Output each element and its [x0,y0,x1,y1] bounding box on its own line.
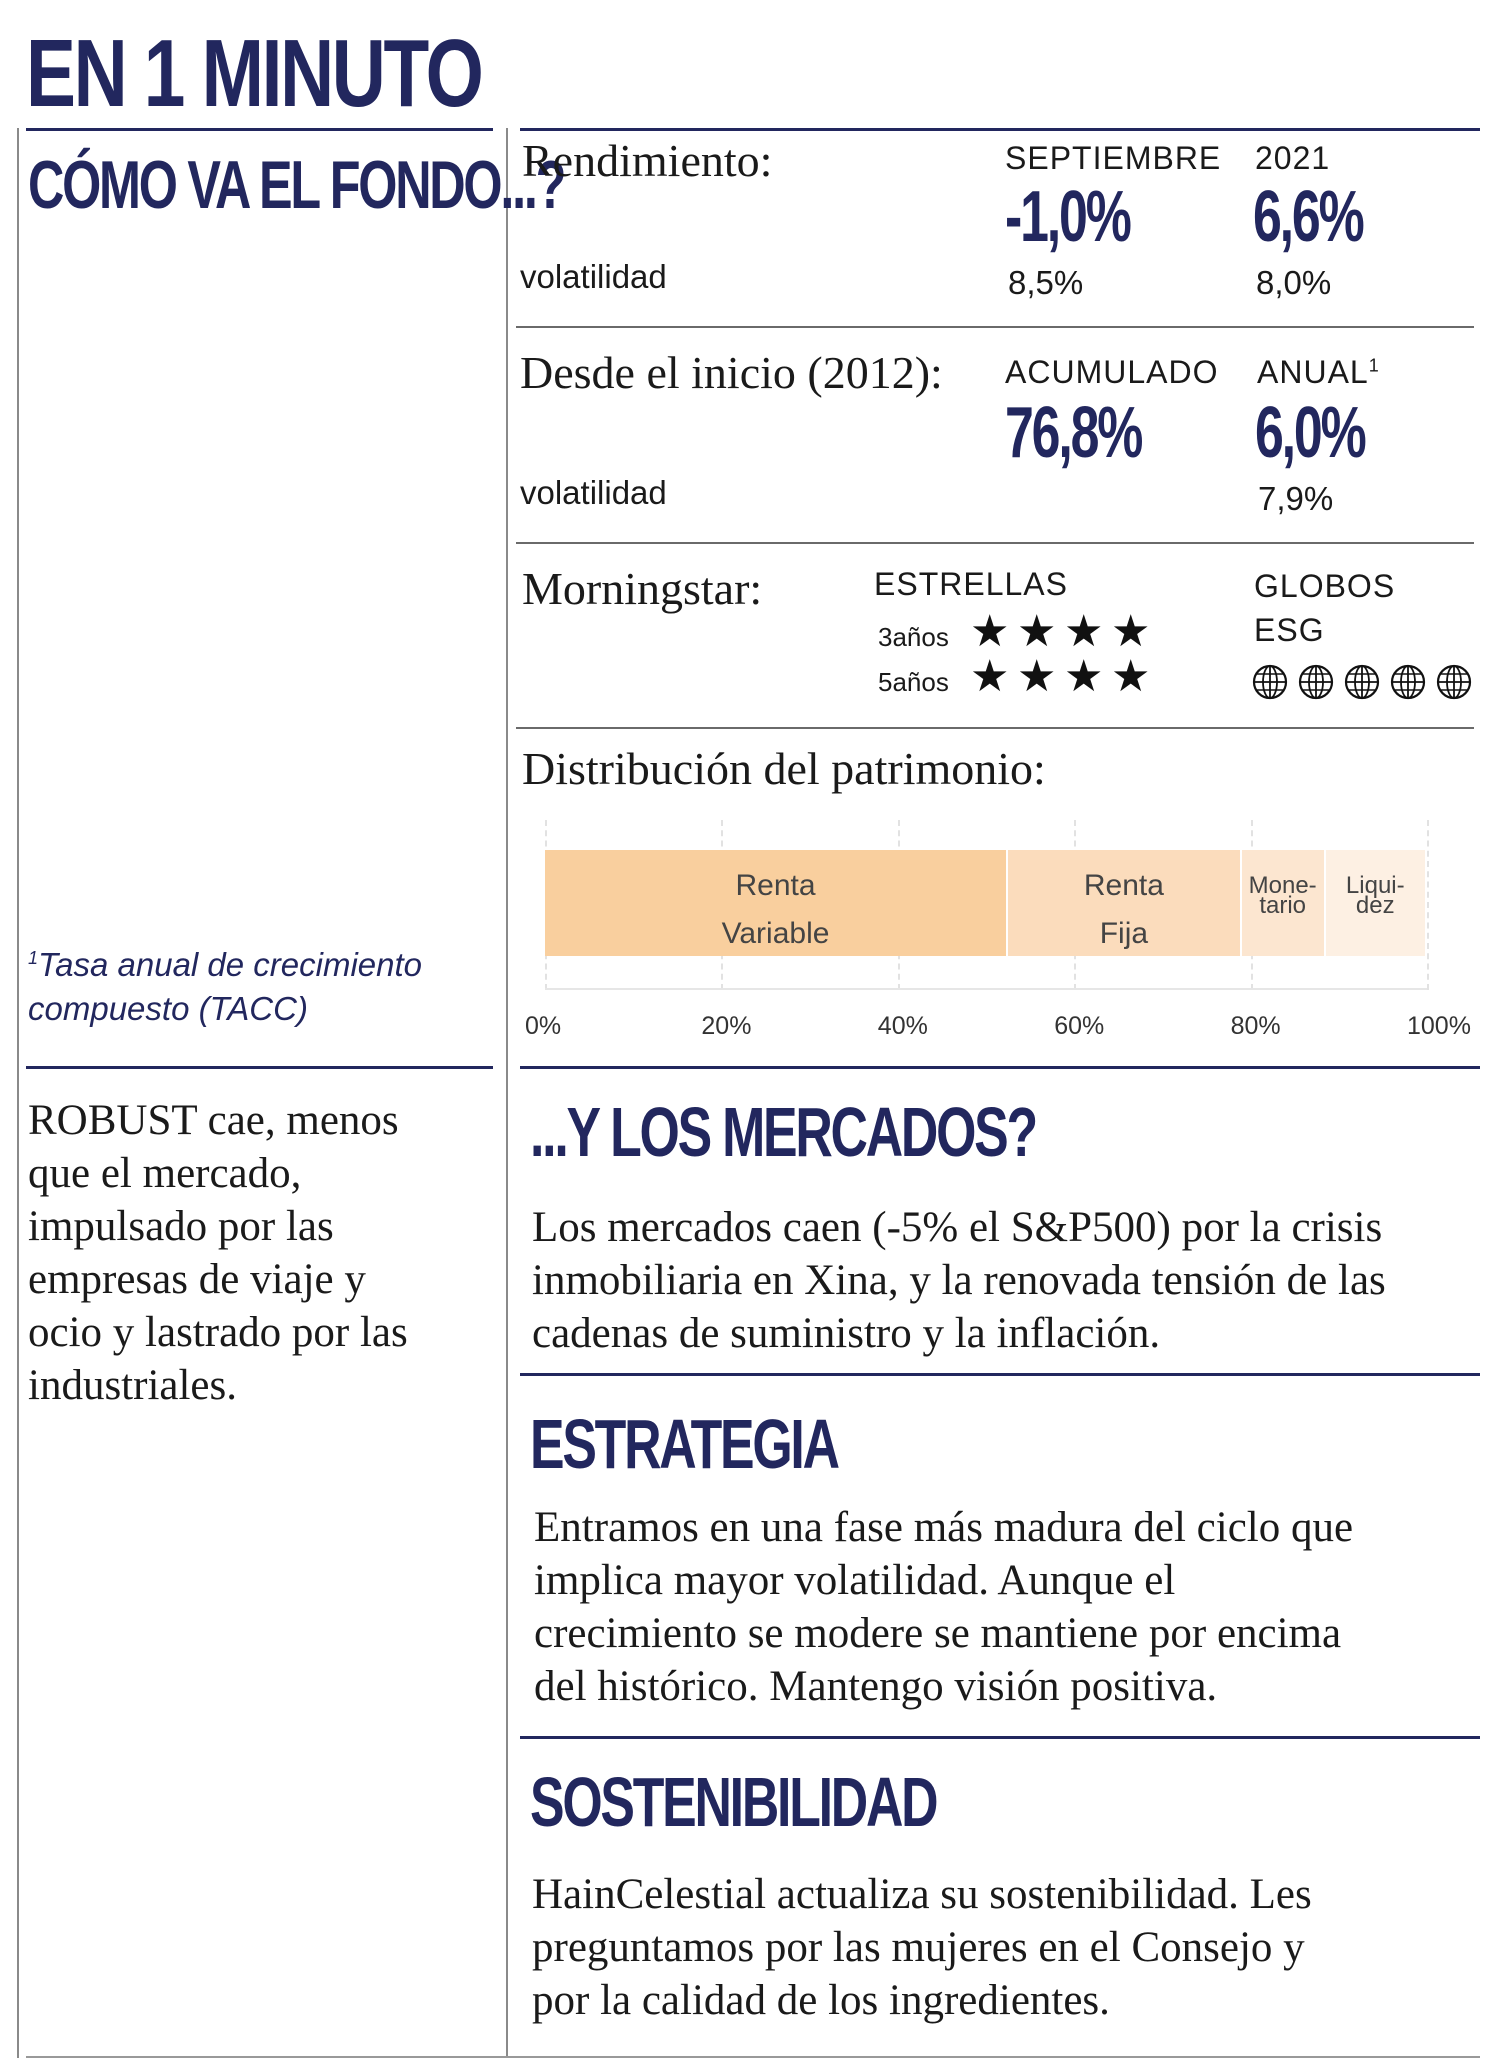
segment-label-line: tario [1259,892,1306,919]
star-icon: ★ [970,607,1010,656]
inception-col2-sup: 1 [1368,355,1380,376]
segment-label-line: Mone- [1248,872,1317,899]
performance-col2-head: 2021 [1255,140,1331,176]
globes-head-line-2: ESG [1254,612,1325,648]
x-axis [545,988,1427,990]
markets-line: cadenas de suministro y la inflación. [532,1310,1161,1357]
stars-row2-label: 5años [878,667,949,697]
performance-col1-value-wrap [1005,177,1178,257]
footnote-mark: 1 [28,948,39,968]
strategy-title: ESTRATEGIA [530,1405,838,1483]
star-icon: ★ [1017,652,1057,701]
strategy-text [534,1501,1484,1713]
sustainability-text [532,1868,1482,2027]
markets-line: inmobiliaria en Xina, y la renovada tensión de las [532,1257,1386,1304]
performance-col2-value-wrap [1253,177,1405,257]
fund-summary [28,1094,498,1412]
stars-head: ESTRELLAS [874,566,1068,602]
strategy-line: implica mayor volatilidad. Aunque el [534,1557,1176,1604]
inception-vol-label: volatilidad [520,474,667,511]
star-icon: ★ [1111,652,1151,701]
performance-col1-head: SEPTIEMBRE [1005,140,1222,176]
right-top-rule [520,128,1480,131]
footnote-line-1: Tasa anual de crecimiento [38,946,423,983]
summary-line: empresas de viaje y [28,1256,366,1303]
segment-label-line: Renta [735,869,816,902]
column-divider [506,128,508,2058]
morningstar-label: Morningstar: [522,563,763,614]
performance-label: Rendimiento: [522,135,773,186]
segment-label-line: dez [1355,892,1395,919]
performance-col1-value: -1,0% [1005,177,1130,257]
left-mid-rule [26,1066,493,1069]
star-icon: ★ [1064,607,1104,656]
globes-head-line-1: GLOBOS [1254,568,1396,604]
inception-col2-value: 6,0% [1255,393,1365,473]
globe-icon [1344,664,1380,700]
inception-col2-head: ANUAL [1257,354,1369,390]
strategy-line: crecimiento se modere se mantiene por encima [534,1610,1342,1657]
inception-col1-value-wrap [1005,393,1194,473]
star-icon: ★ [1017,607,1057,656]
performance-col2-vol: 8,0% [1256,264,1332,301]
grid-line [1427,820,1429,990]
segment-label [1008,862,1240,958]
x-tick-label: 60% [1054,1012,1105,1040]
inception-col1-head: ACUMULADO [1005,354,1219,390]
inception-label: Desde el inicio (2012): [520,347,943,398]
summary-line: impulsado por las [28,1203,334,1250]
markets-rule [520,1066,1480,1069]
summary-line: ROBUST cae, menos [28,1097,399,1144]
page-header [26,20,610,127]
x-tick-label: 100% [1407,1012,1471,1040]
segment-label-line: Renta [1083,869,1164,902]
sustainability-line: HainCelestial actualiza su sostenibilidad. Les [532,1871,1312,1918]
rule-1 [516,326,1474,328]
strategy-line: Entramos en una fase más madura del ciclo que [534,1504,1354,1551]
left-top-rule [26,128,493,131]
performance-col2-value: 6,6% [1253,177,1363,257]
bottom-rule [26,2056,1480,2058]
x-tick-label: 0% [525,1012,562,1040]
inception-col2-head-wrap [1257,354,1380,391]
summary-line: industriales. [28,1362,237,1409]
chart-title: Distribución del patrimonio: [522,743,1046,794]
summary-line: ocio y lastrado por las [28,1309,408,1356]
globe-icon [1252,664,1288,700]
markets-title: ...Y LOS MERCADOS? [530,1093,1036,1171]
globe-icon [1390,664,1426,700]
x-tick-label: 40% [877,1012,928,1040]
globe-icon [1436,664,1472,700]
sustainability-rule [520,1736,1480,1739]
segment-label-line: Fija [1099,917,1149,950]
left-border [17,128,19,2058]
footnote [28,936,422,1031]
rule-3 [516,727,1474,729]
star-icon: ★ [1064,652,1104,701]
markets-text [532,1201,1482,1360]
globes-head [1254,564,1395,652]
strategy-line: del histórico. Mantengo visión positiva. [534,1663,1218,1710]
segment-label-line: Liqui- [1345,872,1405,899]
page-title: EN 1 MINUTO [26,20,482,127]
segment-label [545,862,1006,958]
sustainability-title-wrap [530,1763,1079,1841]
inception-col2-value-wrap [1255,393,1407,473]
x-tick-label: 80% [1230,1012,1281,1040]
star-icon: ★ [970,652,1010,701]
globe-icon [1298,664,1334,700]
footnote-line-2: compuesto (TACC) [28,990,308,1027]
star-icon: ★ [1111,607,1151,656]
stars-row1-label: 3años [878,622,949,652]
sustainability-title: SOSTENIBILIDAD [530,1763,937,1841]
distribution-chart [525,820,1471,1060]
inception-col2-vol: 7,9% [1258,480,1334,517]
fund-section-title: CÓMO VA EL FONDO...? [28,147,565,223]
markets-line: Los mercados caen (-5% el S&P500) por la crisis [532,1204,1383,1251]
segment-label [1326,872,1425,919]
segment-label [1242,872,1324,919]
rule-2 [516,542,1474,544]
sustainability-line: preguntamos por las mujeres en el Consejo y [532,1924,1305,1971]
performance-vol-label: volatilidad [520,258,667,295]
x-tick-label: 20% [701,1012,752,1040]
performance-col1-vol: 8,5% [1008,264,1084,301]
inception-col1-value: 76,8% [1005,393,1142,473]
strategy-title-wrap [530,1405,946,1483]
segment-label-line: Variable [721,917,830,950]
sustainability-line: por la calidad de los ingredientes. [532,1977,1110,2024]
strategy-rule [520,1373,1480,1376]
markets-title-wrap [530,1093,1214,1171]
summary-line: que el mercado, [28,1150,302,1197]
